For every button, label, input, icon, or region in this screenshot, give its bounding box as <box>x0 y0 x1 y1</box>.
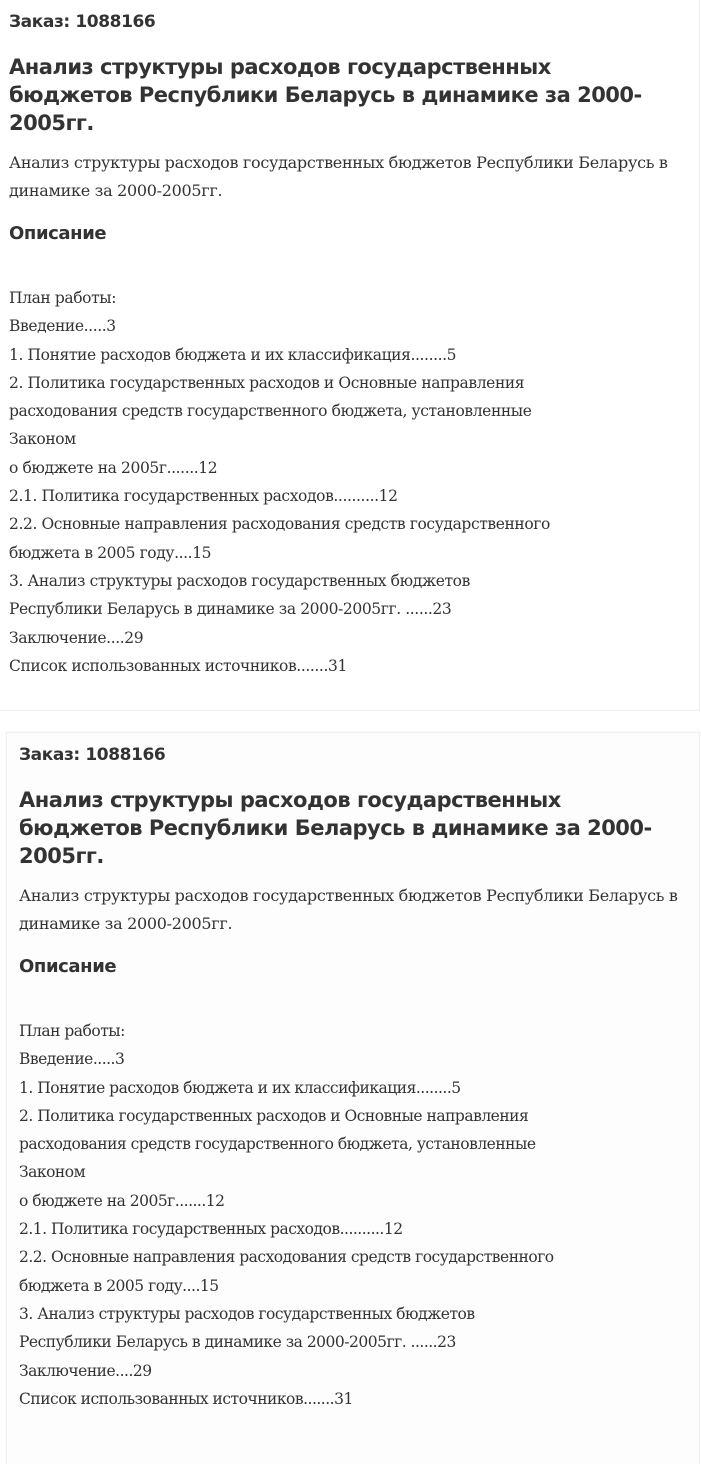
product-subtitle: Анализ структуры расходов государственных бюджетов Республики Беларусь в динамике за 2000-2005гг. <box>19 886 678 933</box>
order-number: Заказ: 1088166 <box>19 745 166 765</box>
plan-line: 3. Анализ структуры расходов государственных бюджетов <box>9 571 470 590</box>
plan-line: Законом <box>9 430 76 449</box>
description-heading: Описание <box>19 956 117 977</box>
plan-line: 2.2. Основные направления расходования средств государственного <box>19 1248 554 1267</box>
plan-line: Заключение....29 <box>19 1361 152 1380</box>
plan-line: Законом <box>19 1163 86 1182</box>
plan-line: Республики Беларусь в динамике за 2000-2005гг. ......23 <box>19 1333 456 1352</box>
plan-line: бюджета в 2005 году....15 <box>9 543 212 562</box>
plan-line: расходования средств государственного бюджета, установленные <box>19 1135 536 1154</box>
plan-line: о бюджете на 2005г.......12 <box>9 458 218 477</box>
plan-line: План работы: <box>19 1022 125 1040</box>
plan-line: Список использованных источников.......31 <box>9 656 347 675</box>
product-subtitle: Анализ структуры расходов государственных бюджетов Республики Беларусь в динамике за 2000-2005гг. <box>9 153 668 200</box>
plan-line: 1. Понятие расходов бюджета и их классификация........5 <box>19 1078 461 1097</box>
plan-line: Список использованных источников.......31 <box>19 1389 353 1408</box>
plan-line: 2.2. Основные направления расходования средств государственного <box>9 515 550 534</box>
plan-line: расходования средств государственного бюджета, установленные <box>9 402 532 421</box>
order-number: Заказ: 1088166 <box>9 12 156 32</box>
work-plan <box>9 284 699 680</box>
product-title[interactable]: Анализ структуры расходов государственных бюджетов Республики Беларусь в динамике за 2000-2005гг. <box>9 55 642 135</box>
plan-line: 2. Политика государственных расходов и Основные направления <box>9 373 525 392</box>
plan-line: 2.1. Политика государственных расходов..........12 <box>9 487 398 506</box>
plan-line: бюджета в 2005 году....15 <box>19 1276 219 1295</box>
description-heading: Описание <box>9 223 107 244</box>
plan-line: о бюджете на 2005г.......12 <box>19 1191 225 1210</box>
plan-line: 3. Анализ структуры расходов государственных бюджетов <box>19 1304 475 1323</box>
plan-line: Введение.....3 <box>9 317 116 336</box>
plan-line: Республики Беларусь в динамике за 2000-2005гг. ......23 <box>9 600 452 619</box>
plan-line: 2.1. Политика государственных расходов..........12 <box>19 1220 403 1239</box>
product-title[interactable]: Анализ структуры расходов государственных бюджетов Республики Беларусь в динамике за 2000-2005гг. <box>19 788 652 868</box>
plan-line: План работы: <box>9 289 117 307</box>
product-card-duplicate <box>6 732 700 1464</box>
plan-line: Заключение....29 <box>9 628 144 647</box>
work-plan <box>19 1017 699 1413</box>
plan-line: 2. Политика государственных расходов и Основные направления <box>19 1106 529 1125</box>
plan-line: Введение.....3 <box>19 1050 125 1069</box>
product-card <box>0 0 700 711</box>
plan-line: 1. Понятие расходов бюджета и их классификация........5 <box>9 345 457 364</box>
